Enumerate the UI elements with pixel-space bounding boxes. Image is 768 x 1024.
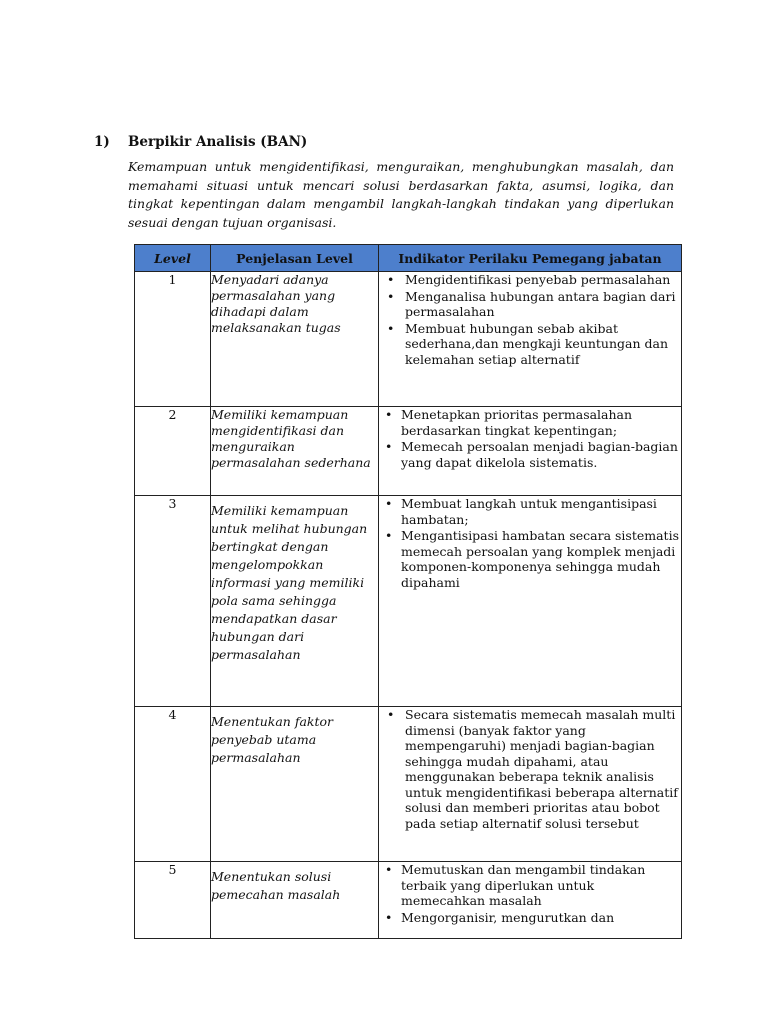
- indicator-item: • Menetapkan prioritas permasalahan berdasarkan tingkat kepentingan;: [379, 407, 681, 438]
- level-description: Menentukan faktor penyebab utama permasalahan: [211, 707, 379, 862]
- level-description: Memiliki kemampuan untuk melihat hubungan bertingkat dengan mengelompokkan informasi yang memiliki pola sama sehingga mendapatkan dasar hubungan dari permasalahan: [211, 496, 379, 707]
- section-number: 1): [94, 134, 110, 150]
- section-description: Kemampuan untuk mengidentifikasi, menguraikan, menghubungkan masalah, dan memahami situasi untuk mencari solusi berdasarkan fakta, asumsi, logika, dan tingkat kepentingan dalam mengambil langkah-langkah tindakan yang diperlukan sesuai dengan tujuan organisasi.: [128, 159, 674, 230]
- level-description: Memiliki kemampuan mengidentifikasi dan menguraikan permasalahan sederhana: [211, 407, 379, 496]
- indicator-list: [379, 496, 681, 590]
- table-row: [135, 707, 682, 862]
- indicator-item: • Mengidentifikasi penyebab permasalahan: [379, 272, 681, 288]
- level-description: Menentukan solusi pemecahan masalah: [211, 862, 379, 939]
- level-indicators: [379, 862, 682, 939]
- indicator-item: • Mengorganisir, mengurutkan dan: [379, 910, 681, 926]
- header-indicators: Indikator Perilaku Pemegang jabatan: [379, 245, 682, 272]
- level-indicators: [379, 272, 682, 407]
- indicator-list: [379, 862, 681, 925]
- section-title: Berpikir Analisis (BAN): [128, 134, 308, 150]
- indicator-item: • Menganalisa hubungan antara bagian dari permasalahan: [379, 289, 681, 320]
- level-indicators: [379, 407, 682, 496]
- indicator-item: • Membuat hubungan sebab akibat sederhana,dan mengkaji keuntungan dan kelemahan setiap alternatif: [379, 321, 681, 368]
- indicator-list: [379, 407, 681, 470]
- level-number: 4: [135, 707, 211, 862]
- level-number: 5: [135, 862, 211, 939]
- table-row: [135, 862, 682, 939]
- competency-level-table: [134, 244, 682, 939]
- table-row: [135, 272, 682, 407]
- level-indicators: [379, 496, 682, 707]
- table-row: [135, 496, 682, 707]
- indicator-item: • Memutuskan dan mengambil tindakan terbaik yang diperlukan untuk memecahkan masalah: [379, 862, 681, 909]
- level-number: 2: [135, 407, 211, 496]
- level-description: Menyadari adanya permasalahan yang dihadapi dalam melaksanakan tugas: [211, 272, 379, 407]
- indicator-item: • Mengantisipasi hambatan secara sistematis memecah persoalan yang komplek menjadi komponen-komponenya sehingga mudah dipahami: [379, 528, 681, 590]
- table-header-row: [135, 245, 682, 272]
- header-level: Level: [135, 245, 211, 272]
- indicator-item: • Membuat langkah untuk mengantisipasi hambatan;: [379, 496, 681, 527]
- table-row: [135, 407, 682, 496]
- indicator-list: [379, 707, 681, 831]
- level-number: 3: [135, 496, 211, 707]
- indicator-item: • Memecah persoalan menjadi bagian-bagian yang dapat dikelola sistematis.: [379, 439, 681, 470]
- section-heading: [94, 134, 307, 150]
- indicator-item: • Secara sistematis memecah masalah multi dimensi (banyak faktor yang mempengaruhi) menjadi bagian-bagian sehingga mudah dipahami, atau menggunakan beberapa teknik analisis untuk mengidentifikasi beberapa alternatif solusi dan memberi prioritas atau bobot pada setiap alternatif solusi tersebut: [379, 707, 681, 831]
- level-indicators: [379, 707, 682, 862]
- indicator-list: [379, 272, 681, 367]
- level-number: 1: [135, 272, 211, 407]
- header-description: Penjelasan Level: [211, 245, 379, 272]
